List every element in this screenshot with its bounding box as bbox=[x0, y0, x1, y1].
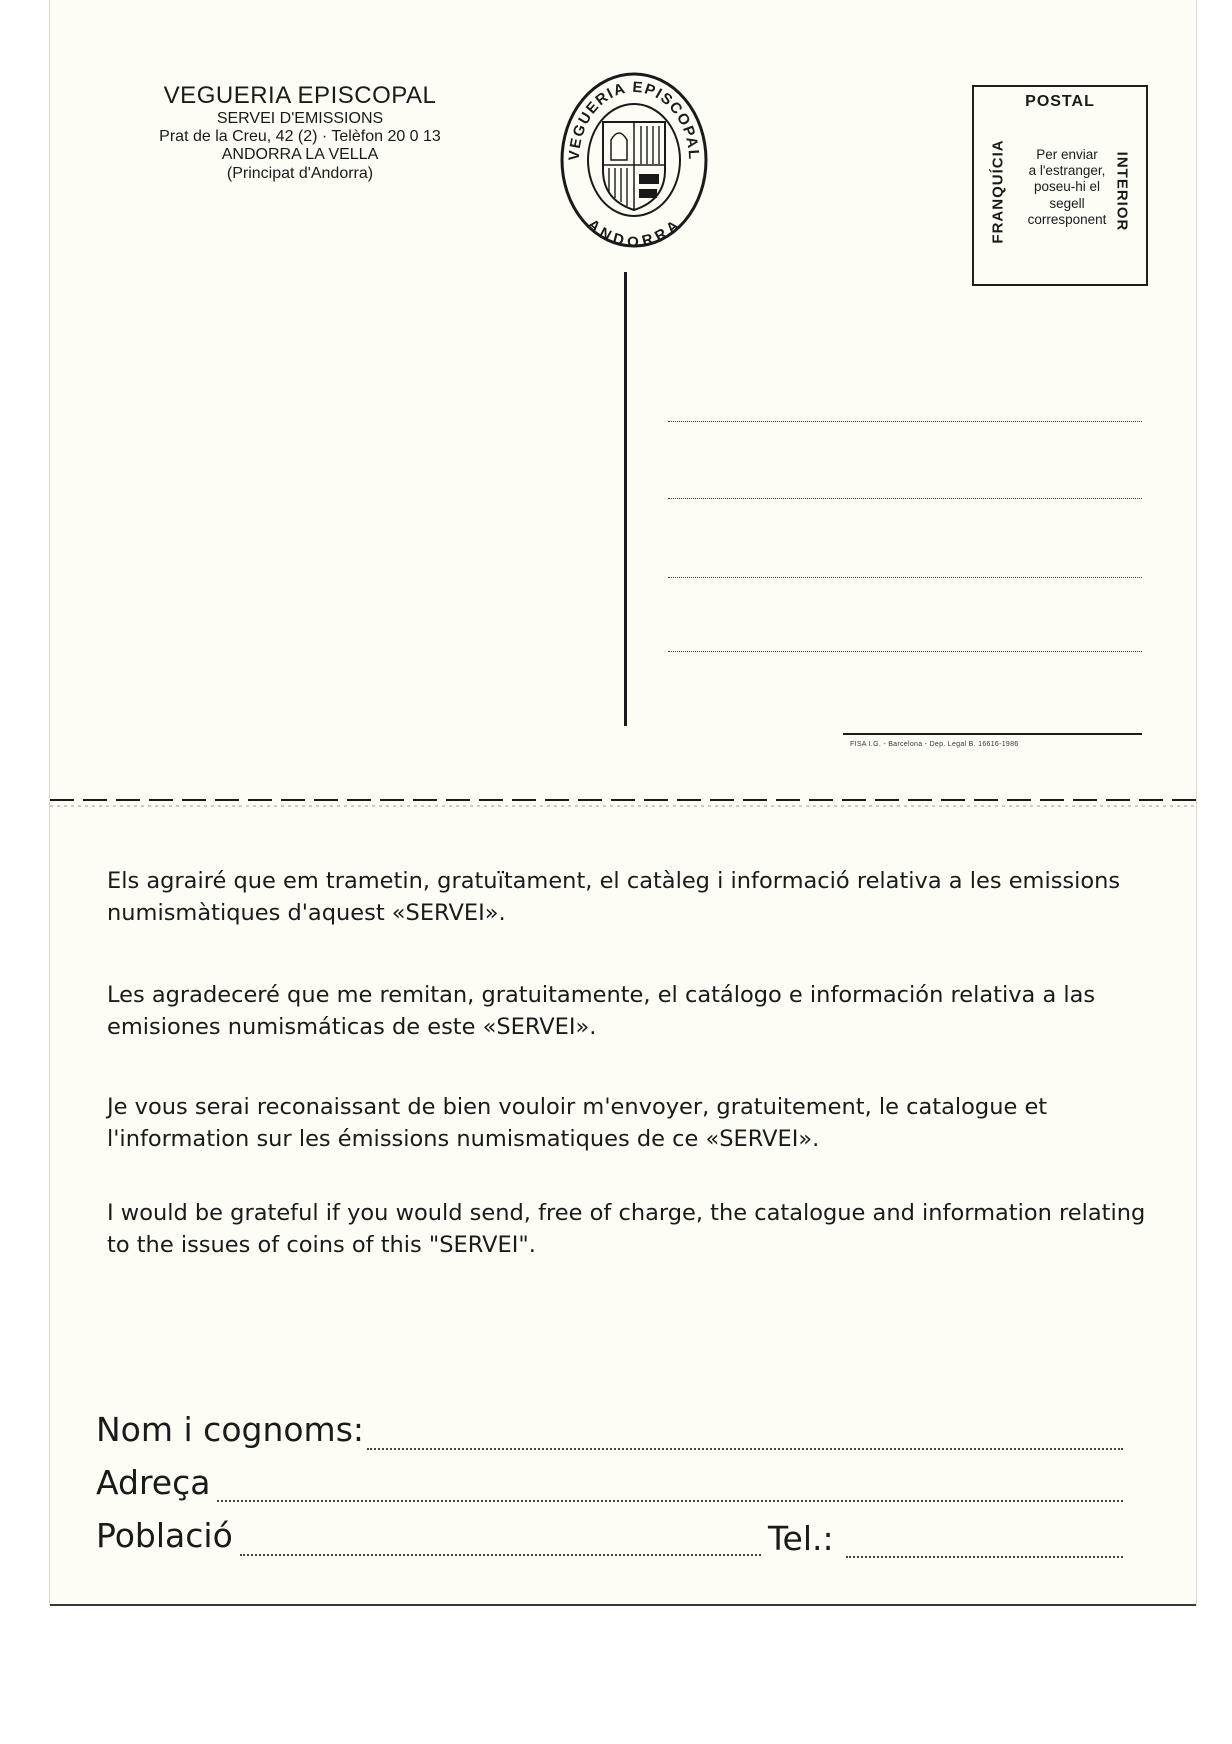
address-label: Adreça bbox=[96, 1463, 211, 1502]
stamp-title: POSTAL bbox=[1025, 93, 1095, 110]
address-line[interactable] bbox=[668, 421, 1142, 422]
stamp-instruction-line: segell bbox=[1049, 195, 1085, 211]
town-label: Població bbox=[96, 1516, 233, 1555]
stamp-instruction-line: poseu-hi el bbox=[1033, 179, 1101, 195]
stamp-instruction-line: a l'estranger, bbox=[1028, 163, 1106, 179]
city-name: ANDORRA LA VELLA bbox=[221, 146, 379, 164]
town-field[interactable] bbox=[240, 1554, 761, 1556]
stamp-instructions bbox=[1010, 147, 1124, 228]
address-line[interactable] bbox=[668, 577, 1142, 578]
phone-label: Tel.: bbox=[768, 1519, 834, 1558]
request-text-catalan: Els agrairé que em trametin, gratuïtament, el catàleg i informació relativa a les emissions numismàtiques d'aquest «SERVEI». bbox=[107, 868, 1121, 926]
svg-text:ANDORRA bbox=[584, 216, 684, 250]
service-name: SERVEI D'EMISSIONS bbox=[216, 109, 384, 127]
card-bottom-edge bbox=[50, 1604, 1196, 1606]
name-label: Nom i cognoms: bbox=[96, 1410, 365, 1449]
perforation-line[interactable] bbox=[50, 796, 1196, 810]
org-name: VEGUERIA EPISCOPAL bbox=[163, 82, 437, 109]
address-line[interactable] bbox=[668, 651, 1142, 652]
stamp-instruction-line: Per enviar bbox=[1036, 147, 1098, 162]
phone-field[interactable] bbox=[846, 1556, 1123, 1558]
stamp-instruction-line: corresponent bbox=[1027, 211, 1107, 227]
street-address: Prat de la Creu, 42 (2) · Telèfon 20 0 13 bbox=[159, 127, 441, 145]
country-name: (Principat d'Andorra) bbox=[226, 164, 374, 182]
sender-address-block bbox=[120, 82, 480, 183]
seal-bottom-text: ANDORRA bbox=[584, 215, 684, 250]
interior-label: INTERIOR bbox=[1113, 151, 1131, 232]
franquicia-label: FRANQUÍCIA bbox=[989, 139, 1007, 244]
stamp-box bbox=[972, 85, 1148, 286]
address-field[interactable] bbox=[217, 1500, 1123, 1502]
address-line[interactable] bbox=[668, 498, 1142, 499]
seal-top-text: VEGUERIA EPISCOPAL bbox=[565, 78, 703, 161]
request-text-english: I would be grateful if you would send, free of charge, the catalogue and information relating to the issues of coins of this "SERVEI". bbox=[107, 1200, 1146, 1258]
vertical-divider bbox=[624, 272, 627, 726]
printer-imprint: FISA I.G. - Barcelona - Dep. Legal B. 16616-1986 bbox=[850, 741, 1019, 748]
name-field[interactable] bbox=[367, 1448, 1123, 1450]
episcopal-seal bbox=[559, 70, 709, 250]
request-text-french: Je vous serai reconaissant de bien vouloir m'envoyer, gratuitement, le catalogue et l'information sur les émissions numismatiques de ce «SERVEI». bbox=[107, 1094, 1048, 1152]
printer-rule bbox=[843, 733, 1142, 735]
request-text-spanish: Les agradeceré que me remitan, gratuitamente, el catálogo e información relativa a las emisiones numismáticas de este «SERVEI». bbox=[107, 982, 1096, 1040]
